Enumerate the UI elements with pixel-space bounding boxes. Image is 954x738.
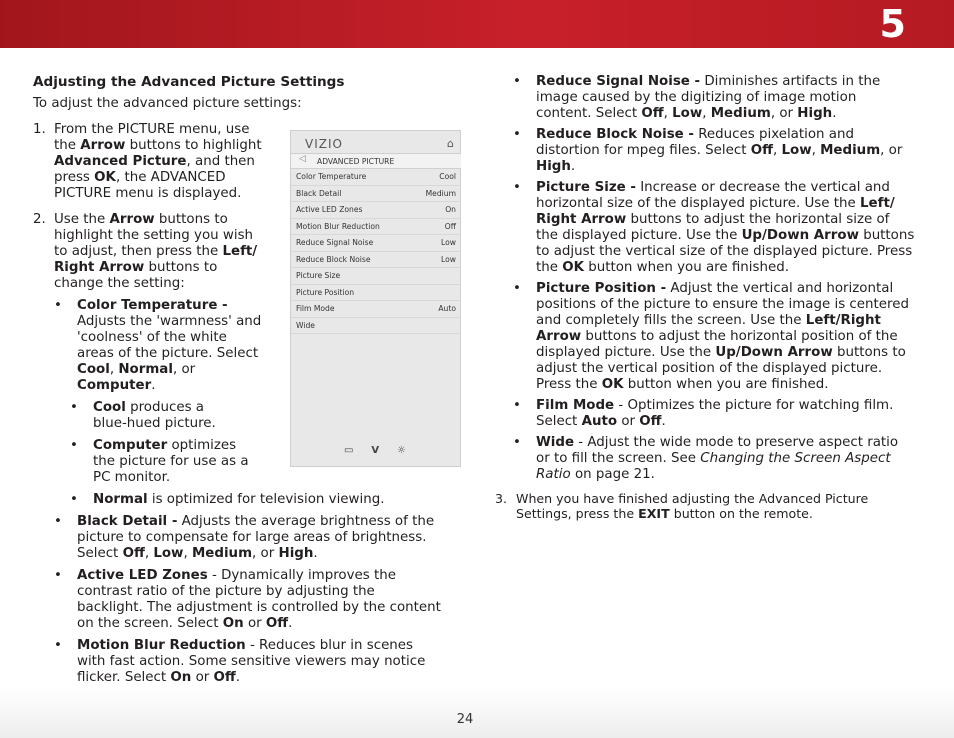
menu-icon-bar bbox=[335, 445, 415, 456]
step-3: 3. When you have finished adjusting the Advanced Picture Settings, press the EXIT button on the remote. bbox=[495, 491, 869, 521]
settings-icon: ☼ bbox=[397, 445, 407, 456]
vizio-logo: VIZIO bbox=[305, 137, 343, 151]
menu-row-label: Black Detail bbox=[296, 188, 342, 198]
back-arrow-icon: ◁ bbox=[299, 154, 306, 164]
page-number: 24 bbox=[456, 712, 474, 727]
menu-row bbox=[291, 301, 461, 318]
sub-bullet-normal: • Normal is optimized for television viewing. bbox=[70, 492, 385, 507]
tv-menu-illustration bbox=[290, 130, 461, 467]
menu-row bbox=[291, 219, 461, 236]
bullet-black-detail: • Black Detail - Adjusts the average brightness of the picture to compensate for large areas of brightness. Select Off, Low, Medium, or High. bbox=[54, 514, 435, 561]
menu-title: ADVANCED PICTURE bbox=[291, 153, 461, 169]
menu-row bbox=[291, 235, 461, 252]
bullet-picture-position: • Picture Position - Adjust the vertical and horizontal positions of the picture to ensure the image is centered and completely fills the screen. Use the Left/Right Arrow buttons to adjust the horizontal position of the displayed picture. Use the Up/Down Arrow buttons to adjust the vertical position of the displayed picture. Press the OK button when you are finished. bbox=[513, 281, 909, 392]
section-heading: Adjusting the Advanced Picture Settings bbox=[33, 74, 345, 90]
bullet-reduce-signal-noise: • Reduce Signal Noise - Diminishes artifacts in the image caused by the digitizing of image motion content. Select Off, Low, Medium, or High. bbox=[513, 74, 881, 121]
menu-row bbox=[291, 318, 461, 335]
menu-row-label: Picture Size bbox=[296, 271, 341, 280]
bullet-color-temperature: • Color Temperature - Adjusts the 'warmness' and 'coolness' of the white areas of the picture. Select Cool, Normal, or Computer. bbox=[54, 298, 262, 393]
menu-row-label: Reduce Block Noise bbox=[296, 254, 371, 264]
vizio-v-icon: V bbox=[371, 445, 380, 456]
bullet-picture-size: • Picture Size - Increase or decrease the vertical and horizontal size of the displayed picture. Use the Left/ Right Arrow buttons to adjust the horizontal size of the displayed picture. Use the Up/Down Arrow buttons to adjust the vertical size of the displayed picture. Press the OK button when you are finished. bbox=[513, 180, 915, 275]
chapter-number: 5 bbox=[879, 2, 906, 46]
bullet-film-mode: • Film Mode - Optimizes the picture for watching film. Select Auto or Off. bbox=[513, 398, 894, 429]
home-icon: ⌂ bbox=[447, 137, 454, 150]
bullet-wide: • Wide - Adjust the wide mode to preserve aspect ratio or to fill the screen. See Changing the Screen Aspect Ratio on page 21. bbox=[513, 435, 899, 482]
bullet-active-led-zones: • Active LED Zones - Dynamically improves the contrast ratio of the picture by adjusting the backlight. The adjustment is controlled by the content on the screen. Select On or Off. bbox=[54, 568, 441, 631]
input-icon: ▭ bbox=[343, 445, 354, 456]
menu-row bbox=[291, 186, 461, 203]
menu-row-value: On bbox=[445, 205, 456, 214]
menu-row bbox=[291, 169, 461, 186]
bullet-reduce-block-noise: • Reduce Block Noise - Reduces pixelation and distortion for mpeg files. Select Off, Low, Medium, or High. bbox=[513, 127, 903, 174]
menu-row-value: Off bbox=[444, 221, 456, 231]
right-column bbox=[495, 74, 920, 521]
step-2: 2. Use the Arrow buttons to highlight the setting you wish to adjust, then press the Left/ Right Arrow buttons to change the setting: bbox=[33, 212, 258, 291]
menu-row-value: Medium bbox=[425, 188, 456, 198]
bullet-motion-blur-reduction: • Motion Blur Reduction - Reduces blur in scenes with fast action. Some sensitive viewers may notice flicker. Select On or Off. bbox=[54, 638, 426, 685]
sub-bullet-computer: • Computer optimizes the picture for use as a PC monitor. bbox=[70, 438, 249, 485]
menu-row-label: Wide bbox=[296, 320, 315, 330]
menu-row bbox=[291, 202, 461, 219]
chapter-header-bar bbox=[0, 0, 954, 48]
menu-row-value: Auto bbox=[438, 304, 456, 313]
sub-bullet-cool: • Cool produces a blue-hued picture. bbox=[70, 400, 216, 431]
menu-row bbox=[291, 268, 461, 285]
menu-row-label: Active LED Zones bbox=[296, 205, 363, 214]
menu-row-label: Color Temperature bbox=[296, 172, 367, 181]
menu-row-label: Motion Blur Reduction bbox=[296, 221, 380, 231]
menu-row bbox=[291, 252, 461, 269]
step-1: 1. From the PICTURE menu, use the Arrow buttons to highlight Advanced Picture, and then press OK, the ADVANCED PICTURE menu is displayed. bbox=[33, 122, 262, 201]
menu-row-value: Low bbox=[441, 254, 456, 264]
menu-row-value: Low bbox=[441, 238, 456, 247]
menu-row bbox=[291, 285, 461, 302]
menu-row-label: Reduce Signal Noise bbox=[296, 238, 374, 247]
menu-row-label: Picture Position bbox=[296, 287, 355, 297]
menu-row-value: Cool bbox=[439, 172, 456, 181]
intro-text: To adjust the advanced picture settings: bbox=[33, 96, 302, 111]
menu-row-label: Film Mode bbox=[296, 304, 335, 313]
